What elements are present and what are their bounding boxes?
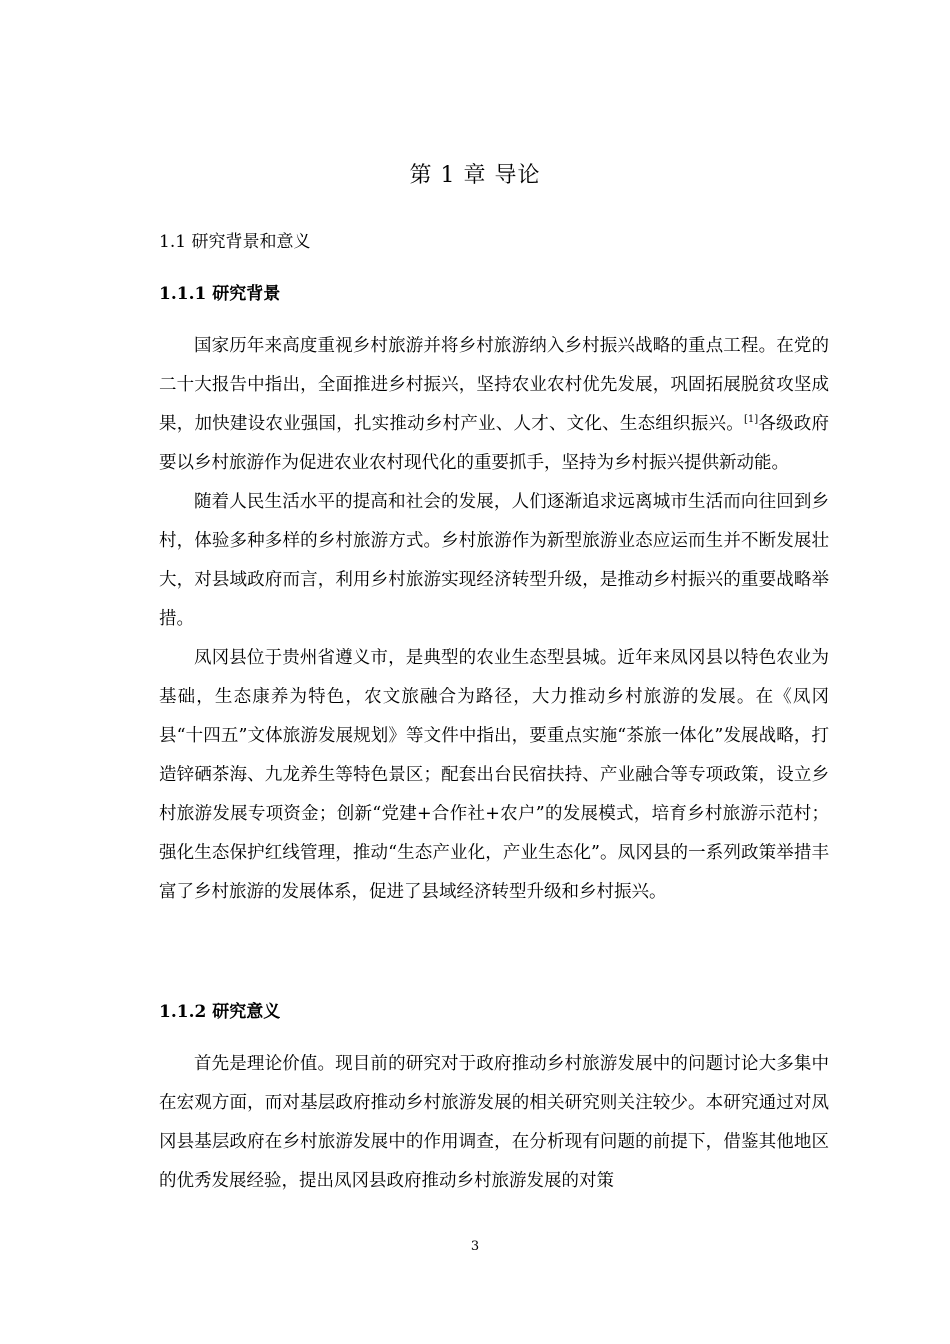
paragraph-significance-1: 首先是理论价值。现目前的研究对于政府推动乡村旅游发展中的问题讨论大多集中在宏观方面，而对基层政府推动乡村旅游发展的相关研究则关注较少。本研究通过对凤冈县基层政府在乡村旅游发展中的作用调查，在分析现有问题的前提下，借鉴其他地区的优秀发展经验，提出凤冈县政府推动乡村旅游发展的对策 xyxy=(159,1054,829,1191)
paragraph-text: 国家历年来高度重视乡村旅游并将乡村旅游纳入乡村振兴战略的重点工程。在党的二十大报告中指出，全面推进乡村振兴，坚持农业农村优先发展，巩固拓展脱贫攻坚成果，加快建设农业强国，扎实推动乡村产业、人才、文化、生态组织振兴。 xyxy=(159,336,829,434)
research-background-body xyxy=(159,327,829,912)
paragraph-background-3: 凤冈县位于贵州省遵义市，是典型的农业生态型县城。近年来凤冈县以特色农业为基础，生态康养为特色，农文旅融合为路径，大力推动乡村旅游的发展。在《凤冈县“十四五”文体旅游发展规划》等文件中指出，要重点实施“茶旅一体化”发展战略，打造锌硒茶海、九龙养生等特色景区；配套出台民宿扶持、产业融合等专项政策，设立乡村旅游发展专项资金；创新“党建+合作社+农户”的发展模式，培育乡村旅游示范村；强化生态保护红线管理，推动“生态产业化，产业生态化”。凤冈县的一系列政策举措丰富了乡村旅游的发展体系，促进了县域经济转型升级和乡村振兴。 xyxy=(159,648,829,902)
page-number: 3 xyxy=(470,1239,480,1254)
citation-marker: [1] xyxy=(743,414,759,426)
section-heading-1-1: 1.1 研究背景和意义 xyxy=(159,232,311,252)
subsection-heading-1-1-1: 1.1.1 研究背景 xyxy=(159,284,281,304)
subsection-heading-1-1-2: 1.1.2 研究意义 xyxy=(159,1002,281,1022)
research-significance-body xyxy=(159,1045,829,1201)
paragraph-text: 各级政府要以乡村旅游作为促进农业农村现代化的重要抓手，坚持为乡村振兴提供新动能。 xyxy=(159,414,830,473)
paragraph-background-1 xyxy=(159,327,829,483)
paragraph-background-2: 随着人民生活水平的提高和社会的发展，人们逐渐追求远离城市生活而向往回到乡村，体验多种多样的乡村旅游方式。乡村旅游作为新型旅游业态应运而生并不断发展壮大，对县域政府而言，利用乡村旅游实现经济转型升级，是推动乡村振兴的重要战略举措。 xyxy=(159,492,829,629)
chapter-title: 第 1 章 导论 xyxy=(409,163,541,188)
